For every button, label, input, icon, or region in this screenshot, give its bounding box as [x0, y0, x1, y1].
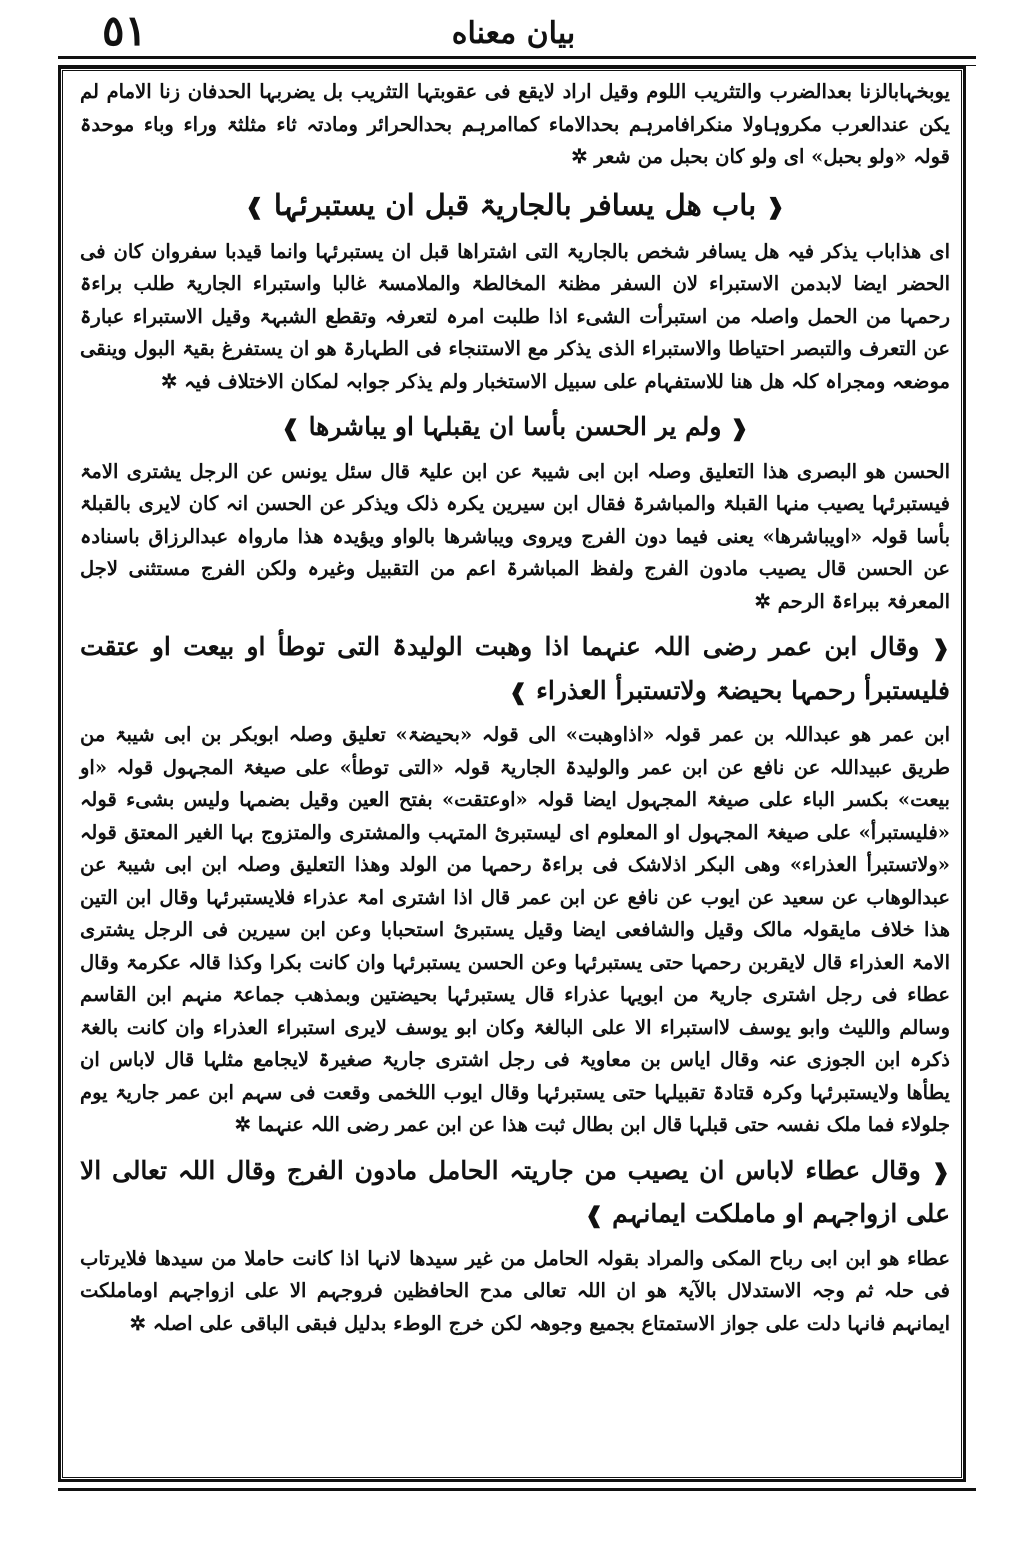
chapter-heading-text: باب ھل یسافر بالجاریۃ قبل ان یستبرئہا [273, 187, 757, 222]
commentary-paragraph: عطاء ھو ابن ابی رباح المکی والمراد بقولہ الحامل من غیر سیدھا لانہا اذا کانت حاملا من سیدھا فلایرتاب فی حلہ ثم وجہ الاستدلال بالآیۃ ھو ان اللہ تعالی مدح الحافظین فروجہم الا علی ازواجہم اوماملکت ایمانہم فانہا دلت علی جواز الاستمتاع بجمیع وجوھہ لکن خرج الوطء بدلیل فبقی الباقی علی اصلہ ✲ [80, 1246, 950, 1335]
page-content [80, 76, 950, 1340]
footer-rule [58, 1488, 976, 1495]
ornament-icon: ❰ [730, 415, 749, 442]
chapter-heading [80, 182, 950, 230]
tradition-text [80, 626, 950, 713]
ornament-icon: ❰ [931, 1159, 950, 1185]
tradition-text-content: وقال ابن عمر رضی اللہ عنہما اذا وھبت الولیدۃ التی توطأ او بیعت او عتقت فلیستبرأ رحمہا بحیضۃ ولاتستبرأ العذراء [80, 632, 950, 705]
tradition-text-content: ولم یر الحسن بأسا ان یقبلہا او یباشرھا [308, 412, 722, 441]
header-rule [58, 56, 976, 66]
tradition-text [80, 1150, 950, 1237]
tradition-text-content: وقال عطاء لاباس ان یصیب من جاریتہ الحامل مادون الفرج وقال اللہ تعالی الا علی ازواجہم او ماملکت ایمانہم [80, 1155, 950, 1228]
ornament-icon: ❱ [584, 1202, 604, 1229]
running-header-title: بیان معناه [451, 16, 576, 51]
ornament-icon: ❱ [281, 415, 300, 442]
ornament-icon: ❱ [508, 679, 528, 705]
commentary-paragraph: یوبخہابالزنا بعدالضرب والتثریب اللوم وقیل اراد لایقع فی عقوبتہا التثریب بل یضربہا الحدفان زنا الامام لم یکن عندالعرب مکروہاولا منکرافامرہم بحدالاماء کماامرہم بحدالحرائر ومادتہ ثاء مثلثۃ وراء وباء موحدۃ قولہ «ولو بحبل» ای ولو کان بحبل من شعر ✲ [80, 80, 950, 168]
ornament-icon: ❰ [766, 193, 785, 220]
ornament-icon: ❰ [931, 635, 950, 662]
ornament-icon: ❱ [245, 193, 264, 220]
commentary-paragraph: ابن عمر ھو عبداللہ بن عمر قولہ «اذاوھبت» الی قولہ «بحیضۃ» تعلیق وصلہ ابوبکر بن ابی شیبۃ من طریق عبیداللہ عن نافع عن ابن عمر والولیدۃ الجاریۃ قولہ «التی توطأ» علی صیغۃ المجہول قولہ «او بیعت» بکسر الباء علی صیغۃ المجہول ایضا قولہ «اوعتقت» بفتح العین وقیل بضمہا ولیس بشیء قولہ «فلیستبرأ» علی صیغۃ المجہول او المعلوم ای لیستبرئ المتہب والمشتری والمتزوج بہا الغیر المعتق قولہ «ولاتستبرأ العذراء» وھی البکر اذلاشک فی براءۃ رحمہا من الولد وھذا التعلیق وصلہ ابن ابی شیبۃ عن عبدالوھاب عن سعید عن ایوب عن نافع عن ابن عمر قال اذا اشتری امۃ عذراء فلایستبرئہا وقال ابن التین ھذا خلاف مایقولہ مالک وقیل والشافعی ایضا وقیل یستبرئ استحبابا وعن ابن سیرین فی الرجل یشتری الامۃ العذراء قال لایقربن رحمہا حتی یستبرئہا وعن الحسن یستبرئہا وان کانت بکرا وکذا قالہ عکرمۃ وقال عطاء فی رجل اشتری جاریۃ من ابویہا عذراء قال یستبرئہا بحیضتین وبمذھب جماعۃ منہم ابن القاسم وسالم واللیث وابو یوسف لااستبراء الا علی البالغۃ وکان ابو یوسف لایری استبراء العذراء وان کانت بالغۃ ذکرہ ابن الجوزی عنہ وقال ایاس بن معاویۃ فی رجل اشتری جاریۃ صغیرۃ لایجامع مثلہا قال لاباس ان یطأھا ولایستبرئہا وکرہ قتادۃ تقبیلہا حتی یستبرئہا وقال ایوب اللخمی وقعت فی سہم ابن عمر جاریۃ یوم جلولاء فما ملک نفسہ حتی قبلہا قال ابن بطال ثبت ھذا عن ابن عمر رضی اللہ عنہما ✲ [80, 723, 950, 1136]
commentary-paragraph: الحسن ھو البصری ھذا التعلیق وصلہ ابن ابی شیبۃ عن ابن علیۃ قال سئل یونس عن الرجل یشتری الامۃ فیستبرئہا یصیب منہا القبلۃ والمباشرۃ فقال ابن سیرین یکرہ ذلک ویذکر عن الحسن انہ کان لایری بالقبلۃ بأسا قولہ «اویباشرھا» یعنی فیما دون الفرج ویروی ویباشرھا بالواو ویؤیدہ ھذا مارواہ عبدالرزاق باسنادہ عن الحسن قال یصیب مادون الفرج ولفظ المباشرۃ اعم من التقبیل وغیرہ ولکن الفرج مستثنی لاجل المعرفۃ ببراءۃ الرحم ✲ [80, 459, 950, 613]
tradition-text [80, 406, 950, 450]
commentary-paragraph: ای ھذاباب یذکر فیہ ھل یسافر شخص بالجاریۃ التی اشتراھا قبل ان یستبرئہا وانما قیدبا سفروان کان فی الحضر ایضا لابدمن الاستبراء لان السفر مظنۃ المخالطۃ والملامسۃ غالبا واستبراء الجاریۃ طلب براءۃ رحمہا من الحمل واصلہ من استبرأت الشیء اذا طلبت امرہ لتعرفہ وتقطع الشبہۃ وقیل الاستبراء عبارۃ عن التعرف والتبصر احتیاطا والاستبراء الذی یذکر مع الاستنجاء فی الطہارۃ ھو ان یستفرغ بقیۃ البول وینقی موضعہ ومجراہ کلہ ھل ھنا للاستفہام علی سبیل الاستخبار ولم یذکر جوابہ لمکان الاختلاف فیہ ✲ [80, 239, 950, 393]
page-number: ٥١ [102, 6, 148, 55]
